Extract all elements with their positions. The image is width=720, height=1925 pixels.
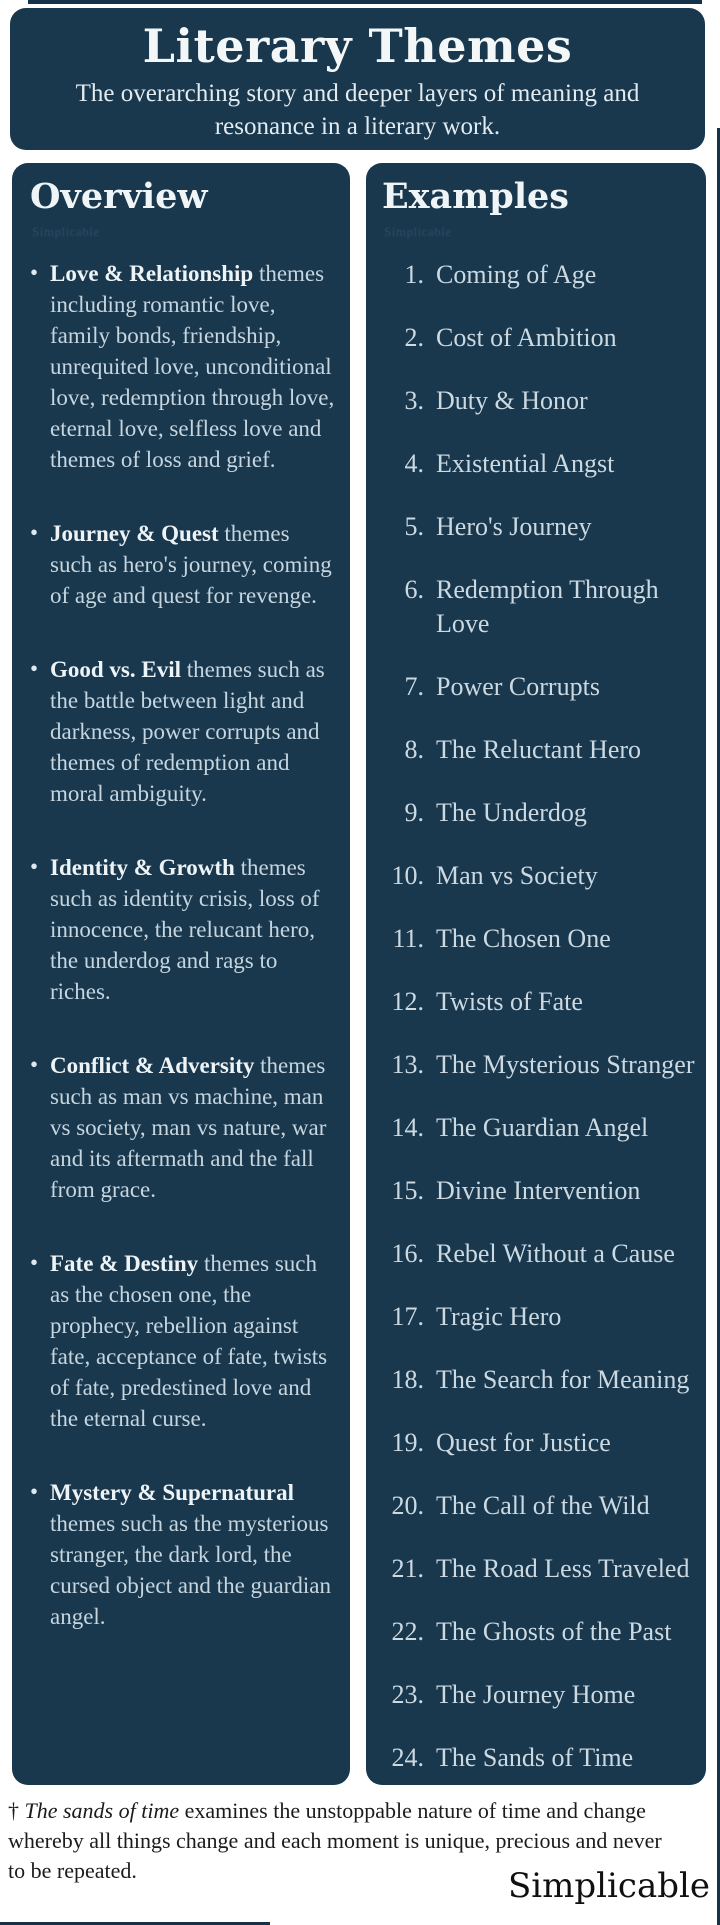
example-item-label: Divine Intervention bbox=[436, 1176, 641, 1205]
example-item bbox=[380, 733, 698, 767]
example-item bbox=[380, 922, 698, 956]
page-subtitle: The overarching story and deeper layers of meaning and resonance in a literary work. bbox=[75, 79, 640, 140]
overview-item-description: themes such as identity crisis, loss of innocence, the relucant hero, the underdog and rags to riches. bbox=[50, 855, 320, 1004]
example-item-number: 18. bbox=[391, 1365, 424, 1394]
example-item-number: 15. bbox=[391, 1176, 424, 1205]
example-item bbox=[380, 1678, 698, 1712]
footnote-text: examines the unstoppable nature of time and change whereby all things change and each moment is unique, precious and never to be repeated. bbox=[8, 1798, 662, 1883]
examples-panel bbox=[366, 163, 706, 1785]
example-item bbox=[380, 573, 698, 641]
example-item-number: 14. bbox=[391, 1113, 424, 1142]
example-item-label: Redemption Through Love bbox=[436, 575, 659, 638]
overview-item-term: Good vs. Evil bbox=[50, 657, 182, 682]
bullet-icon: • bbox=[30, 1250, 39, 1275]
example-item-number: 19. bbox=[391, 1428, 424, 1457]
example-item bbox=[380, 1237, 698, 1271]
page-title: Literary Themes bbox=[142, 19, 573, 73]
example-item-label: The Chosen One bbox=[436, 924, 611, 953]
example-item bbox=[380, 1615, 698, 1649]
example-item-label: Twists of Fate bbox=[436, 987, 583, 1016]
overview-item-description: themes such as hero's journey, coming of age and quest for revenge. bbox=[50, 521, 332, 608]
example-item-label: The Reluctant Hero bbox=[436, 735, 642, 764]
bullet-icon: • bbox=[30, 1052, 39, 1077]
example-item-number: 11. bbox=[392, 924, 424, 953]
example-item-label: The Ghosts of the Past bbox=[436, 1617, 672, 1646]
bullet-icon: • bbox=[30, 854, 39, 879]
example-item-number: 13. bbox=[391, 1050, 424, 1079]
overview-item bbox=[28, 518, 336, 611]
overview-item bbox=[28, 1248, 336, 1434]
examples-list bbox=[380, 258, 698, 1775]
overview-item-description: themes such as man vs machine, man vs society, man vs nature, war and its aftermath and the fall from grace. bbox=[50, 1053, 327, 1202]
overview-watermark: Simplicable bbox=[32, 224, 100, 239]
overview-item bbox=[28, 1050, 336, 1205]
example-item-number: 16. bbox=[391, 1239, 424, 1268]
overview-panel bbox=[12, 163, 350, 1785]
overview-item bbox=[28, 654, 336, 809]
brand-logo: Simplicable bbox=[508, 1866, 710, 1906]
example-item-number: 20. bbox=[391, 1491, 424, 1520]
screen-edge-artifact-top bbox=[28, 0, 702, 4]
header-banner bbox=[10, 8, 705, 150]
example-item-number: 24. bbox=[391, 1743, 424, 1772]
overview-item-term: Fate & Destiny bbox=[50, 1251, 199, 1276]
example-item bbox=[380, 258, 698, 292]
overview-item-term: Mystery & Supernatural bbox=[50, 1480, 295, 1505]
bullet-icon: • bbox=[30, 260, 39, 285]
examples-heading: Examples bbox=[382, 176, 569, 217]
example-item-label: The Sands of Time bbox=[436, 1743, 634, 1772]
example-item-label: The Mysterious Stranger bbox=[436, 1050, 695, 1079]
example-item bbox=[380, 510, 698, 544]
footnote-italic-phrase: The sands of time bbox=[24, 1798, 180, 1823]
example-item bbox=[380, 1363, 698, 1397]
overview-item-description: themes such as the chosen one, the prophecy, rebellion against fate, acceptance of fate, twists of fate, predestined love and the eternal curse. bbox=[50, 1251, 328, 1431]
overview-item bbox=[28, 852, 336, 1007]
bullet-icon: • bbox=[30, 520, 39, 545]
example-item bbox=[380, 1552, 698, 1586]
example-item bbox=[380, 384, 698, 418]
example-item-label: Quest for Justice bbox=[436, 1428, 611, 1457]
example-item bbox=[380, 1741, 698, 1775]
example-item-label: Power Corrupts bbox=[436, 672, 600, 701]
example-item-label: The Guardian Angel bbox=[436, 1113, 649, 1142]
bullet-icon: • bbox=[30, 656, 39, 681]
overview-heading: Overview bbox=[30, 176, 208, 217]
overview-list bbox=[28, 258, 336, 1632]
bullet-icon: • bbox=[30, 1479, 39, 1504]
overview-item-description: themes such as the battle between light and darkness, power corrupts and themes of redemption and moral ambiguity. bbox=[50, 657, 325, 806]
example-item-label: Man vs Society bbox=[436, 861, 598, 890]
overview-item-term: Love & Relationship bbox=[50, 261, 254, 286]
example-item-number: 10. bbox=[391, 861, 424, 890]
example-item-number: 12. bbox=[391, 987, 424, 1016]
example-item bbox=[380, 1489, 698, 1523]
example-item-label: The Call of the Wild bbox=[436, 1491, 650, 1520]
example-item-number: 7. bbox=[404, 672, 424, 701]
example-item bbox=[380, 1048, 698, 1082]
example-item-label: Cost of Ambition bbox=[436, 323, 617, 352]
example-item-number: 21. bbox=[391, 1554, 424, 1583]
example-item bbox=[380, 1300, 698, 1334]
example-item bbox=[380, 321, 698, 355]
example-item-number: 4. bbox=[404, 449, 424, 478]
example-item bbox=[380, 859, 698, 893]
overview-item-description: themes such as the mysterious stranger, the dark lord, the cursed object and the guardian angel. bbox=[50, 1511, 331, 1629]
example-item-number: 17. bbox=[391, 1302, 424, 1331]
overview-item bbox=[28, 1477, 336, 1632]
example-item-number: 22. bbox=[391, 1617, 424, 1646]
example-item-number: 3. bbox=[404, 386, 424, 415]
example-item-label: Existential Angst bbox=[436, 449, 615, 478]
example-item bbox=[380, 447, 698, 481]
example-item-number: 9. bbox=[404, 798, 424, 827]
example-item-number: 2. bbox=[404, 323, 424, 352]
example-item-label: Duty & Honor bbox=[436, 386, 588, 415]
example-item-label: The Underdog bbox=[436, 798, 587, 827]
example-item-label: Coming of Age bbox=[436, 260, 597, 289]
example-item bbox=[380, 1426, 698, 1460]
example-item-label: The Road Less Traveled bbox=[436, 1554, 690, 1583]
example-item bbox=[380, 796, 698, 830]
overview-item-term: Identity & Growth bbox=[50, 855, 235, 880]
example-item bbox=[380, 670, 698, 704]
example-item-number: 1. bbox=[404, 260, 424, 289]
example-item-label: The Journey Home bbox=[436, 1680, 636, 1709]
overview-item-term: Conflict & Adversity bbox=[50, 1053, 255, 1078]
overview-item-description: themes including romantic love, family bonds, friendship, unrequited love, unconditional love, redemption through love, eternal love, selfless love and themes of loss and grief. bbox=[50, 261, 335, 472]
example-item-number: 5. bbox=[404, 512, 424, 541]
overview-item bbox=[28, 258, 336, 475]
example-item-label: Hero's Journey bbox=[436, 512, 592, 541]
example-item-number: 8. bbox=[404, 735, 424, 764]
example-item-number: 6. bbox=[404, 575, 424, 604]
example-item-label: Tragic Hero bbox=[436, 1302, 562, 1331]
example-item-number: 23. bbox=[391, 1680, 424, 1709]
footnote-dagger: † bbox=[8, 1798, 25, 1823]
example-item bbox=[380, 1111, 698, 1145]
example-item-label: Rebel Without a Cause bbox=[436, 1239, 675, 1268]
example-item bbox=[380, 1174, 698, 1208]
overview-item-term: Journey & Quest bbox=[50, 521, 219, 546]
example-item bbox=[380, 985, 698, 1019]
example-item-label: The Search for Meaning bbox=[436, 1365, 690, 1394]
examples-watermark: Simplicable bbox=[384, 224, 452, 239]
